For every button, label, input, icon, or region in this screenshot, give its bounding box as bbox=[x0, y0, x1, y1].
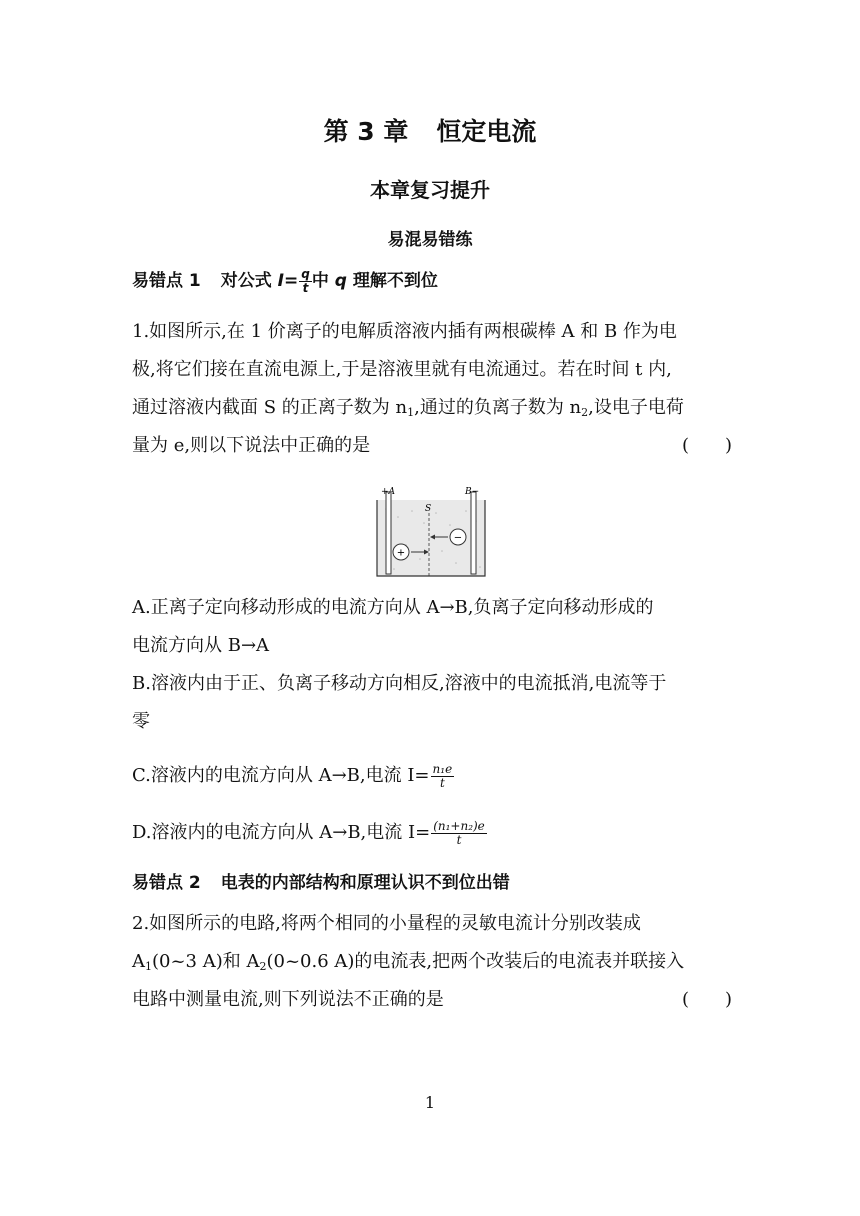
error-point-1-heading: 易错点 1 对公式 I= $\frac{q}{t}$ 中 q 理解不到位 bbox=[132, 266, 438, 295]
question-1-stem: 1.如图所示,在 1 价离子的电解质溶液内插有两根碳棒 A 和 B 作为电 极,将它们接在直流电源上,于是溶液里就有电流通过。若在时间 t 内, 通过溶液内截面 S 的正离子数为 $n_1$,通过的负离子数为 $n_2$,设电子电荷 量为 e,则以下说法中正确的是 ( ) bbox=[132, 313, 732, 465]
svg-text:+: + bbox=[396, 547, 406, 559]
chapter-number: 第 3 章 bbox=[323, 117, 409, 146]
page-number: 1 bbox=[424, 1093, 436, 1112]
figure-label-a: +A bbox=[381, 487, 396, 497]
section-title: 本章复习提升 bbox=[370, 178, 490, 202]
error-point-2-title: 电表的内部结构和原理认识不到位出错 bbox=[220, 873, 510, 893]
option-c-formula: $\frac{\text{n₁e}}{t}$ bbox=[432, 761, 453, 790]
error-point-2-label: 易错点 2 bbox=[132, 873, 201, 893]
formula-fraction: $\frac{q}{t}$ bbox=[301, 266, 310, 295]
option-d-formula: $\frac{\text{(n₁+n₂)e}}{t}$ bbox=[433, 818, 485, 847]
error-point-1-label: 易错点 1 bbox=[132, 271, 201, 291]
svg-text:−: − bbox=[453, 532, 463, 544]
answer-bracket: ( ) bbox=[681, 435, 732, 456]
figure-label-b: B− bbox=[465, 487, 480, 497]
option-b: B.溶液内由于正、负离子移动方向相反,溶液中的电流抵消,电流等于 bbox=[132, 673, 667, 694]
subsection-title: 易混易错练 bbox=[387, 230, 473, 250]
chapter-heading bbox=[0, 112, 860, 148]
figure-label-s: S bbox=[425, 504, 432, 514]
chapter-title: 恒定电流 bbox=[436, 117, 537, 146]
question-2-stem: 2.如图所示的电路,将两个相同的小量程的灵敏电流计分别改装成 $A_1(0\sim 3$ A)和 $A_2(0\sim 0.6$ A)的电流表,把两个改装后的电流表并联接入 电路中测量电流,则下列说法不正确的是 ( ) bbox=[132, 905, 732, 1019]
error-point-2-heading bbox=[132, 868, 732, 898]
option-d: D.溶液内的电流方向从 A→B,电流 I= $\frac{\text{(n₁+n₂)e}}{t}$ bbox=[132, 818, 485, 847]
electrolyte-figure bbox=[372, 483, 490, 583]
option-c: C.溶液内的电流方向从 A→B,电流 I= $\frac{\text{n₁e}}{t}$ bbox=[132, 761, 453, 790]
answer-bracket: ( ) bbox=[681, 989, 732, 1010]
option-a: A.正离子定向移动形成的电流方向从 A→B,负离子定向移动形成的 bbox=[132, 597, 654, 618]
question-1-options: A.正离子定向移动形成的电流方向从 A→B,负离子定向移动形成的 电流方向从 B→A B.溶液内由于正、负离子移动方向相反,溶液中的电流抵消,电流等于 零 bbox=[132, 589, 732, 741]
